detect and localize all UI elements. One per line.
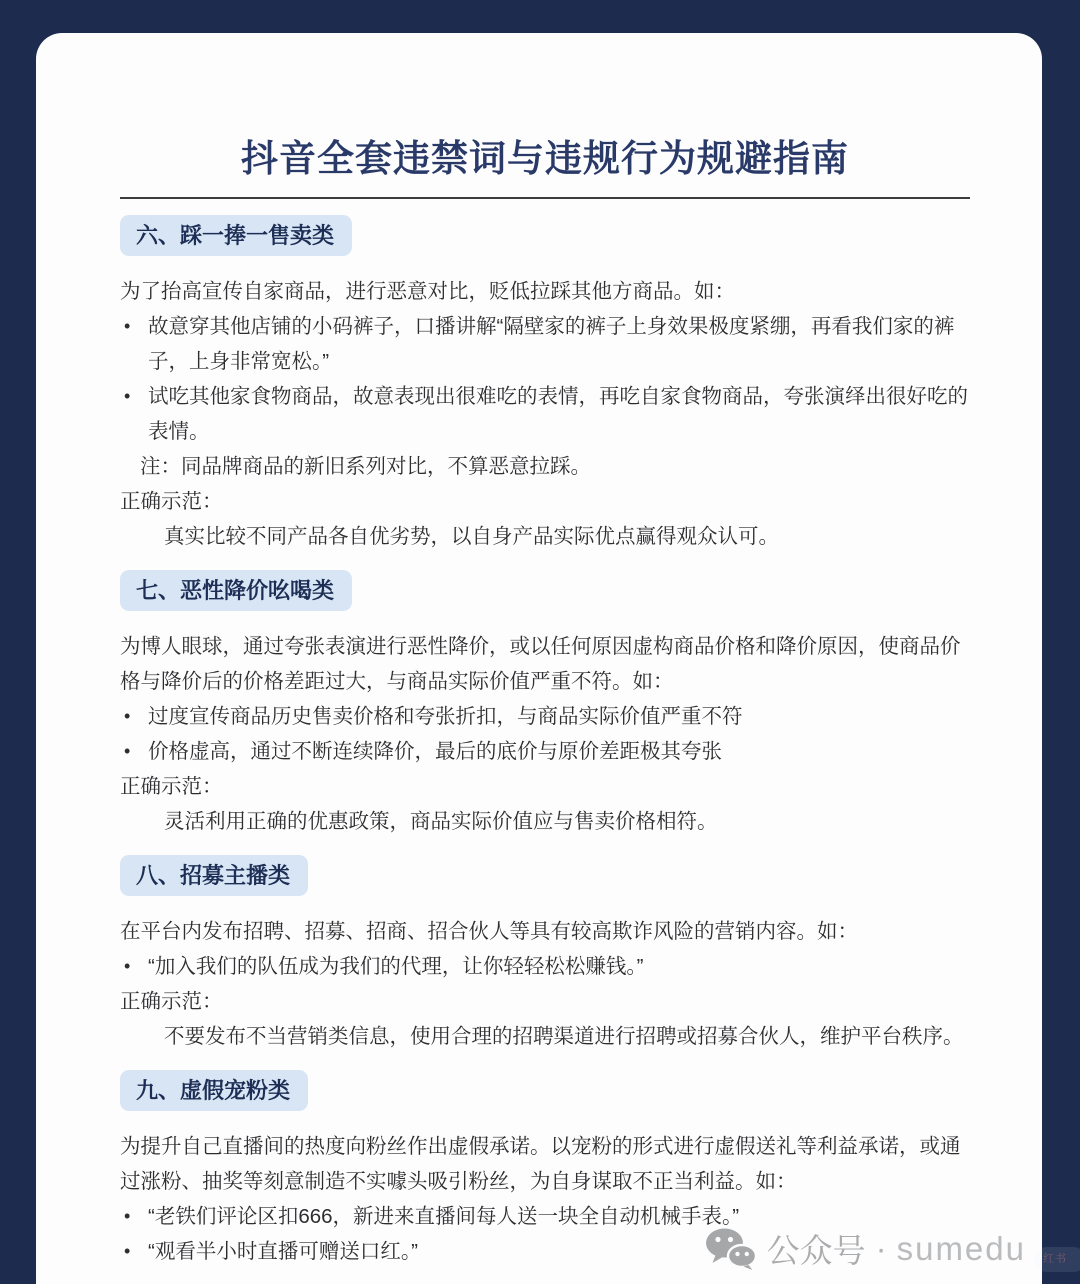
document-card bbox=[36, 33, 1042, 1284]
bullet-marker: • bbox=[124, 1206, 131, 1227]
section-note: 注：同品牌商品的新旧系列对比，不算恶意拉踩。 bbox=[140, 455, 591, 479]
list-item bbox=[120, 949, 970, 984]
bullet-marker: • bbox=[124, 1241, 131, 1262]
list-item-text: “观看半小时直播可赠送口红。” bbox=[148, 1240, 418, 1264]
section-7 bbox=[120, 554, 970, 839]
correct-example-text: 不要发布不当营销类信息，使用合理的招聘渠道进行招聘或招募合伙人，维护平台秩序。 bbox=[164, 1025, 964, 1049]
bullet-marker: • bbox=[124, 316, 131, 337]
section-heading: 九、虚假宠粉类 bbox=[120, 1070, 308, 1111]
list-item-text: 价格虚高，通过不断连续降价，最后的底价与原价差距极其夸张 bbox=[148, 740, 722, 764]
list-item bbox=[120, 379, 970, 449]
section-intro: 为博人眼球，通过夸张表演进行恶性降价，或以任何原因虚构商品价格和降价原因，使商品价格与降价后的价格差距过大，与商品实际价值严重不符。如： bbox=[120, 635, 961, 694]
section-intro: 为提升自己直播间的热度向粉丝作出虚假承诺。以宠粉的形式进行虚假送礼等利益承诺，或通过涨粉、抽奖等刻意制造不实噱头吸引粉丝，为自身谋取不正当利益。如： bbox=[120, 1135, 961, 1194]
xiaohongshu-watermark-badge: 红书 bbox=[1034, 1247, 1080, 1272]
list-item-text: 故意穿其他店铺的小码裤子，口播讲解“隔壁家的裤子上身效果极度紧绷，再看我们家的裤子，上身非常宽松。” bbox=[148, 315, 955, 374]
list-item-text: 过度宣传商品历史售卖价格和夸张折扣，与商品实际价值严重不符 bbox=[148, 705, 743, 729]
section-6 bbox=[120, 199, 970, 554]
list-item bbox=[120, 699, 970, 734]
bullet-marker: • bbox=[124, 706, 131, 727]
section-8 bbox=[120, 839, 970, 1054]
bullet-marker: • bbox=[124, 741, 131, 762]
footer-platform-label: 公众号 bbox=[766, 1232, 866, 1269]
section-heading: 八、招募主播类 bbox=[120, 855, 308, 896]
section-heading: 七、恶性降价吆喝类 bbox=[120, 570, 352, 611]
list-item bbox=[120, 734, 970, 769]
list-item-text: “老铁们评论区扣666，新进来直播间每人送一块全自动机械手表。” bbox=[148, 1205, 740, 1229]
correct-example-label: 正确示范： bbox=[120, 490, 223, 514]
bullet-marker: • bbox=[124, 386, 131, 407]
section-intro: 为了抬高宣传自家商品，进行恶意对比，贬低拉踩其他方商品。如： bbox=[120, 280, 735, 304]
wechat-icon bbox=[705, 1228, 757, 1270]
page-title: 抖音全套违禁词与违规行为规避指南 bbox=[241, 138, 849, 179]
correct-example-text: 灵活利用正确的优惠政策，商品实际价值应与售卖价格相符。 bbox=[164, 810, 718, 834]
list-item-text: 试吃其他家食物商品，故意表现出很难吃的表情，再吃自家食物商品，夸张演绎出很好吃的表情。 bbox=[148, 385, 968, 444]
correct-example-label: 正确示范： bbox=[120, 775, 223, 799]
section-heading: 六、踩一捧一售卖类 bbox=[120, 215, 352, 256]
correct-example-text: 真实比较不同产品各自优劣势，以自身产品实际优点赢得观众认可。 bbox=[164, 525, 779, 549]
footer-account-name: sumedu bbox=[896, 1229, 1026, 1267]
footer-separator: · bbox=[875, 1229, 887, 1267]
footer-watermark bbox=[705, 1225, 1026, 1272]
bullet-marker: • bbox=[124, 956, 131, 977]
section-intro: 在平台内发布招聘、招募、招商、招合伙人等具有较高欺诈风险的营销内容。如： bbox=[120, 920, 858, 944]
list-item bbox=[120, 309, 970, 379]
list-item-text: “加入我们的队伍成为我们的代理，让你轻轻松松赚钱。” bbox=[148, 955, 644, 979]
correct-example-label: 正确示范： bbox=[120, 990, 223, 1014]
